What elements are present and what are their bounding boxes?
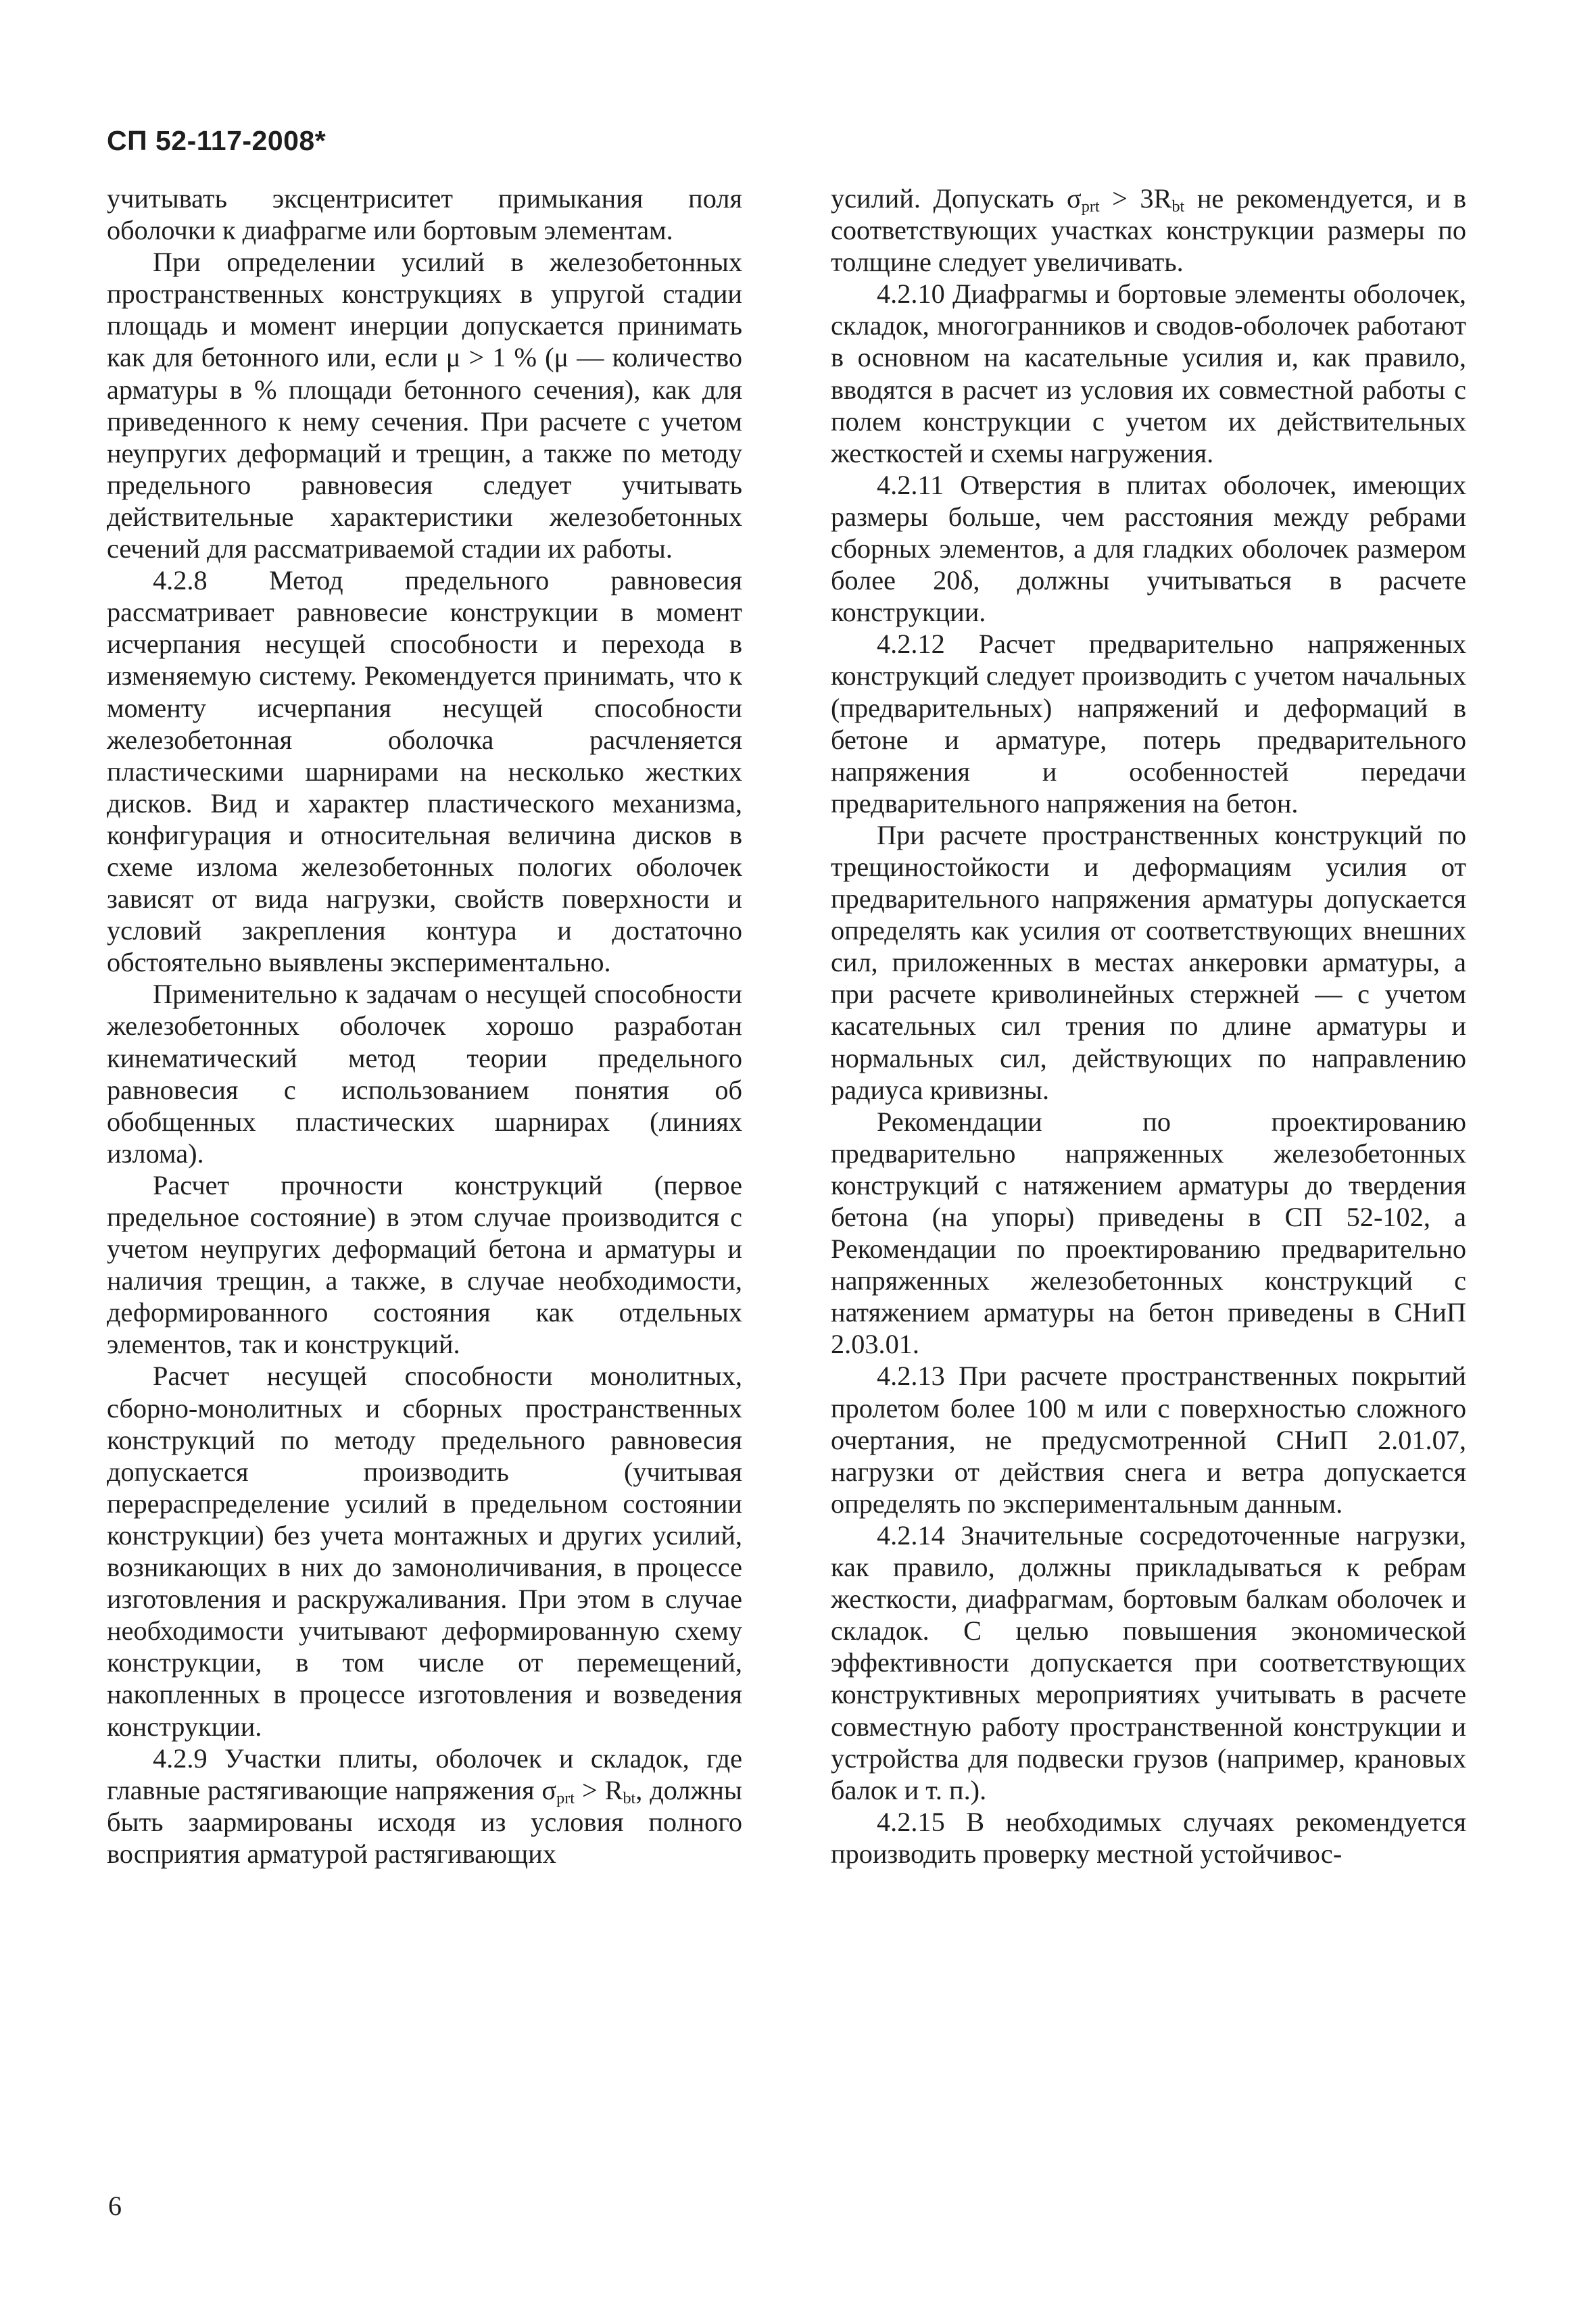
document-code-header: СП 52-117-2008* <box>107 125 327 156</box>
paragraph-bearing-capacity: Расчет несущей способности монолитных, сборно-монолитных и сборных пространственных конструкций по методу предельного равновесия допускается производить (учитывая перераспределение усилий в предельном состоянии конструкции) без учета монтажных и других усилий, возникающих в них до замоноличивания, в процессе изготовления и раскружаливания. При этом в случае необходимости учитывают деформированную схему конструкции, в том числе от перемещений, накопленных в процессе изготовления и возведения конструкции. <box>107 1361 742 1742</box>
paragraph-4-2-14-concentrated-loads: 4.2.14 Значительные сосредоточенные нагрузки, как правило, должны прикладываться к ребрам жесткости, диафрагмам, бортовым балкам оболочек и складок. С целью повышения экономической эффективности допускается при соответствующих конструктивных мероприятиях учитывать в расчете совместную работу пространственной конструкции и устройства для подвески грузов (например, крановых балок и т. п.). <box>831 1519 1466 1805</box>
paragraph-4-2-15-local-stability: 4.2.15 В необходимых случаях рекомендуется производить проверку местной устойчивос- <box>831 1806 1466 1869</box>
paragraph-4-2-8-limit-equilibrium: 4.2.8 Метод предельного равновесия рассматривает равновесие конструкции в момент исчерпания несущей способности и перехода в изменяемую систему. Рекомендуется принимать, что к моменту исчерпания несущей способности железобетонная оболочка расчленяется пластическими шарнирами на несколько жестких дисков. Вид и характер пластического механизма, конфигурация и относительная величина дисков в схеме излома железобетонных пологих оболочек зависят от вида нагрузки, свойств поверхности и условий закрепления контура и достаточно обстоятельно выявлены экспериментально. <box>107 565 742 978</box>
paragraph-4-2-12-prestressed: 4.2.12 Расчет предварительно напряженных конструкций следует производить с учетом начальных (предварительных) напряжений и деформаций в бетоне и арматуре, потерь предварительного напряжения и особенностей передачи предварительного напряжения на бетон. <box>831 629 1466 819</box>
page-number: 6 <box>108 2191 122 2221</box>
paragraph-stress-limit-continuation: усилий. Допускать $\sigma_{prt} > 3R_{bt}$ не рекомендуется, и в соответствующих участках конструкции размеры по толщине следует увеличивать. <box>831 183 1466 278</box>
paragraph-4-2-13-snow-wind: 4.2.13 При расчете пространственных покрытий пролетом более 100 м или с поверхностью сложного очертания, не предусмотренной СНиП 2.01.07, нагрузки от действия снега и ветра допускается определять по экспериментальным данным. <box>831 1361 1466 1519</box>
paragraph-forces-determination: При определении усилий в железобетонных пространственных конструкциях в упругой стадии площадь и момент инерции допускается принимать как для бетонного или, если μ > 1 % (μ — количество арматуры в % площади бетонного сечения), как для приведенного к нему сечения. При расчете с учетом неупругих деформаций и трещин, а также по методу предельного равновесия следует учитывать действительные характеристики железобетонных сечений для рассматриваемой стадии их работы. <box>107 247 742 564</box>
paragraph-strength-calculation: Расчет прочности конструкций (первое предельное состояние) в этом случае производится с учетом неупругих деформаций бетона и арматуры и наличия трещин, а также, в случае необходимости, деформированного состояния как отдельных элементов, так и конструкций. <box>107 1169 742 1360</box>
paragraph-4-2-9-reinforcement: 4.2.9 Участки плиты, оболочек и складок, где главные растягивающие напряжения $\sigma_{prt} > R_{bt}$, должны быть заармированы исходя из условия полного восприятия арматурой растягивающих <box>107 1743 742 1869</box>
paragraph-4-2-10-diaphragms: 4.2.10 Диафрагмы и бортовые элементы оболочек, складок, многогранников и сводов-оболочек работают в основном на касательные усилия и, как правило, вводятся в расчет из условия их совместной работы с полем конструкции с учетом их действительных жесткостей и схемы нагружения. <box>831 278 1466 468</box>
left-text-column <box>107 182 742 1870</box>
paragraph-eccentricity-continuation: учитывать эксцентриситет примыкания поля оболочки к диафрагме или бортовым элементам. <box>107 183 742 246</box>
paragraph-design-recommendations: Рекомендации по проектированию предварительно напряженных железобетонных конструкций с натяжением арматуры до твердения бетона (на упоры) приведены в СП 52-102, а Рекомендации по проектированию предварительно напряженных железобетонных конструкций с натяжением арматуры на бетон приведены в СНиП 2.03.01. <box>831 1106 1466 1360</box>
right-text-column <box>831 182 1466 1870</box>
paragraph-crack-resistance: При расчете пространственных конструкций по трещиностойкости и деформациям усилия от предварительного напряжения арматуры допускается определять как усилия от соответствующих внешних сил, приложенных в местах анкеровки арматуры, а при расчете криволинейных стержней — с учетом касательных сил трения по длине арматуры и нормальных сил, действующих по направлению радиуса кривизны. <box>831 819 1466 1105</box>
paragraph-4-2-11-openings: 4.2.11 Отверстия в плитах оболочек, имеющих размеры больше, чем расстояния между ребрами сборных элементов, а для гладких оболочек размером более 20δ, должны учитываться в расчете конструкции. <box>831 469 1466 628</box>
paragraph-kinematic-method: Применительно к задачам о несущей способности железобетонных оболочек хорошо разработан кинематический метод теории предельного равновесия с использованием понятия об обобщенных пластических шарнирах (линиях излома). <box>107 979 742 1169</box>
